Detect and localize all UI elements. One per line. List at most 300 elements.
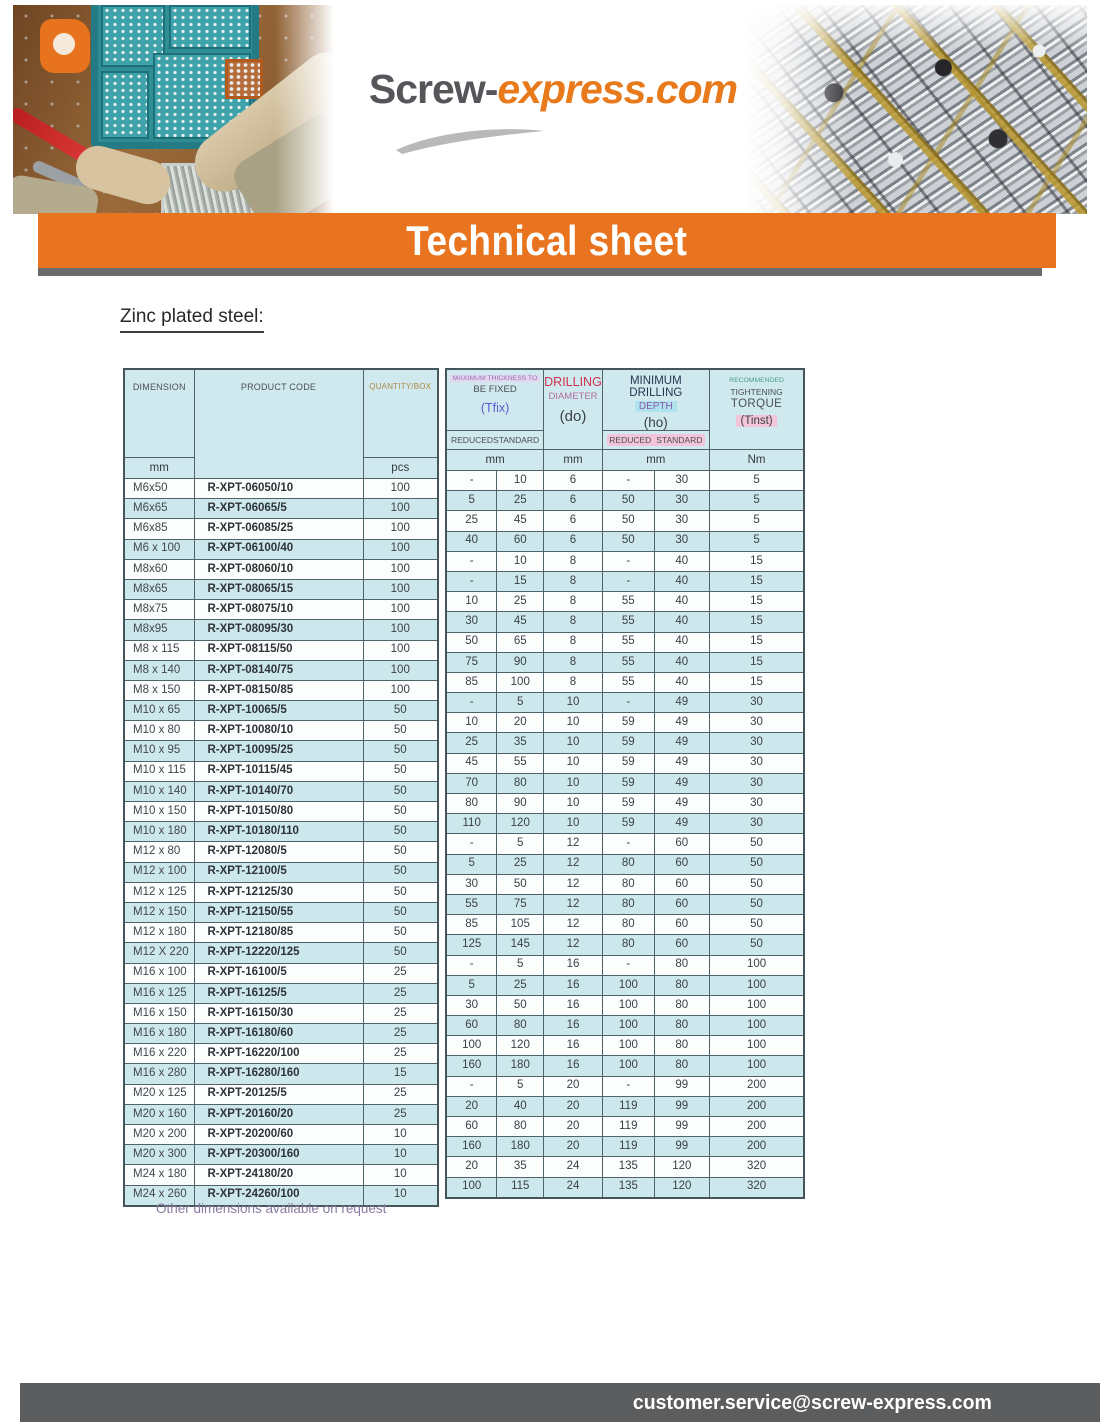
depth-reduced-cell: - [602, 834, 654, 854]
dimension-cell: M16 x 100 [124, 963, 194, 983]
tfix-reduced-cell: - [446, 471, 497, 491]
drilling-diameter-cell: 20 [544, 1076, 603, 1096]
section-title: Zinc plated steel: [120, 306, 264, 333]
col-header-min-drilling-depth [602, 369, 709, 431]
max-thickness-line2: BE FIXED [473, 384, 517, 395]
col-header-tightening-torque [709, 369, 804, 450]
quantity-cell: 100 [363, 640, 438, 660]
tfix-standard-cell: 50 [497, 874, 544, 894]
drilling-line2: DIAMETER [548, 391, 598, 402]
dimension-cell: M24 x 180 [124, 1165, 194, 1185]
torque-cell: 5 [709, 531, 804, 551]
dimension-cell: M20 x 200 [124, 1125, 194, 1145]
depth-standard-cell: 99 [654, 1076, 709, 1096]
tfix-reduced-cell: 20 [446, 1096, 497, 1116]
table-row [124, 1064, 438, 1084]
torque-cell: 30 [709, 753, 804, 773]
table-row [124, 1044, 438, 1064]
screws-pile-photo [745, 5, 1087, 214]
depth-standard-cell: 49 [654, 773, 709, 793]
tfix-standard-cell: 60 [497, 531, 544, 551]
quantity-cell: 100 [363, 479, 438, 499]
dimension-cell: M12 x 125 [124, 882, 194, 902]
product-code-cell: R-XPT-08060/10 [194, 559, 363, 579]
drilling-diameter-cell: 12 [544, 894, 603, 914]
quantity-cell: 50 [363, 923, 438, 943]
units-row [446, 450, 804, 471]
torque-cell: 30 [709, 794, 804, 814]
product-code-cell: R-XPT-10065/5 [194, 701, 363, 721]
table-row [446, 1177, 804, 1198]
table-row [124, 579, 438, 599]
col-header-max-thickness [446, 369, 544, 431]
drilling-diameter-cell: 16 [544, 955, 603, 975]
table-row [124, 519, 438, 539]
drilling-diameter-cell: 16 [544, 975, 603, 995]
torque-cell: 15 [709, 652, 804, 672]
depth-standard-cell: 60 [654, 915, 709, 935]
depth-reduced-cell: 59 [602, 773, 654, 793]
product-code-cell: R-XPT-12100/5 [194, 862, 363, 882]
tfix-reduced-cell: - [446, 955, 497, 975]
header-row [124, 369, 438, 458]
depth-reduced-cell: 59 [602, 794, 654, 814]
table-row [446, 733, 804, 753]
tfix-standard-cell: 45 [497, 612, 544, 632]
depth-standard-cell: 30 [654, 511, 709, 531]
tfix-standard-cell: 180 [497, 1056, 544, 1076]
quantity-cell: 25 [363, 1024, 438, 1044]
workbench-photo [13, 5, 339, 214]
tfix-reduced-cell: 75 [446, 652, 497, 672]
dimension-cell: M10 x 140 [124, 781, 194, 801]
depth-reduced-cell: 100 [602, 1056, 654, 1076]
product-code-cell: R-XPT-10115/45 [194, 761, 363, 781]
depth-reduced-cell: - [602, 693, 654, 713]
table-row [446, 1016, 804, 1036]
table-row [446, 955, 804, 975]
table-row [446, 491, 804, 511]
header-row [446, 369, 804, 431]
depth-reduced-cell: 100 [602, 975, 654, 995]
quantity-cell: 100 [363, 559, 438, 579]
torque-cell: 100 [709, 1056, 804, 1076]
torque-cell: 50 [709, 935, 804, 955]
table-row [446, 854, 804, 874]
depth-reduced-cell: 80 [602, 854, 654, 874]
depth-standard-cell: 120 [654, 1177, 709, 1198]
tfix-reduced-cell: 85 [446, 672, 497, 692]
depth-standard-cell: 30 [654, 471, 709, 491]
logo-text-express: express.com [497, 66, 738, 112]
dimension-cell: M8x65 [124, 579, 194, 599]
depth-reduced-cell: - [602, 551, 654, 571]
drilling-diameter-cell: 6 [544, 471, 603, 491]
table-row [124, 640, 438, 660]
drilling-diameter-cell: 12 [544, 874, 603, 894]
drilling-diameter-cell: 16 [544, 1056, 603, 1076]
tfix-reduced-cell: 70 [446, 773, 497, 793]
torque-cell: 320 [709, 1177, 804, 1198]
table-row [124, 1104, 438, 1124]
quantity-cell: 100 [363, 539, 438, 559]
table-row [124, 943, 438, 963]
unit-depth: mm [602, 450, 709, 471]
dimension-cell: M8x60 [124, 559, 194, 579]
table-row [124, 781, 438, 801]
torque-line3: TORQUE [730, 398, 783, 410]
quantity-cell: 10 [363, 1125, 438, 1145]
product-code-cell: R-XPT-08075/10 [194, 600, 363, 620]
product-code-cell: R-XPT-16220/100 [194, 1044, 363, 1064]
depth-reduced-cell: 119 [602, 1117, 654, 1137]
quantity-cell: 25 [363, 983, 438, 1003]
depth-standard-cell: 40 [654, 592, 709, 612]
depth-reduced-cell: 100 [602, 995, 654, 1015]
drilling-diameter-cell: 24 [544, 1177, 603, 1198]
drilling-diameter-cell: 10 [544, 713, 603, 733]
product-code-cell: R-XPT-06065/5 [194, 499, 363, 519]
quantity-cell: 100 [363, 600, 438, 620]
table-row [446, 1157, 804, 1177]
table-row [124, 620, 438, 640]
reduced-label: REDUCED [609, 435, 652, 445]
tfix-standard-cell: 55 [497, 753, 544, 773]
quantity-cell: 25 [363, 1084, 438, 1104]
product-code-cell: R-XPT-20300/160 [194, 1145, 363, 1165]
tfix-standard-cell: 25 [497, 491, 544, 511]
spec-table-left [123, 368, 439, 1207]
table-row [124, 1084, 438, 1104]
tfix-standard-cell: 75 [497, 894, 544, 914]
table-row [124, 701, 438, 721]
tfix-reduced-cell: 160 [446, 1137, 497, 1157]
torque-cell: 50 [709, 834, 804, 854]
depth-standard-cell: 120 [654, 1157, 709, 1177]
depth-standard-cell: 49 [654, 794, 709, 814]
depth-standard-cell: 49 [654, 713, 709, 733]
product-code-cell: R-XPT-08115/50 [194, 640, 363, 660]
table-row [124, 1024, 438, 1044]
tfix-standard-cell: 10 [497, 551, 544, 571]
torque-cell: 30 [709, 814, 804, 834]
dimension-cell: M16 x 180 [124, 1024, 194, 1044]
quantity-cell: 100 [363, 620, 438, 640]
tfix-reduced-cell: 125 [446, 935, 497, 955]
product-code-cell: R-XPT-20160/20 [194, 1104, 363, 1124]
depth-standard-cell: 99 [654, 1096, 709, 1116]
torque-cell: 30 [709, 693, 804, 713]
depth-standard-cell: 60 [654, 935, 709, 955]
table-row [446, 551, 804, 571]
table-row [124, 660, 438, 680]
depth-standard-cell: 80 [654, 1016, 709, 1036]
table-row [446, 1056, 804, 1076]
tfix-reduced-cell: 160 [446, 1056, 497, 1076]
torque-symbol: (Tinst) [736, 415, 776, 427]
drilling-diameter-cell: 10 [544, 733, 603, 753]
table-row [446, 471, 804, 491]
dimension-cell: M16 x 125 [124, 983, 194, 1003]
table-row [124, 741, 438, 761]
torque-cell: 200 [709, 1076, 804, 1096]
quantity-cell: 50 [363, 781, 438, 801]
depth-standard-cell: 60 [654, 874, 709, 894]
torque-cell: 100 [709, 975, 804, 995]
dimension-cell: M20 x 160 [124, 1104, 194, 1124]
product-code-cell: R-XPT-10150/80 [194, 802, 363, 822]
depth-reduced-cell: 55 [602, 592, 654, 612]
table-row [124, 761, 438, 781]
torque-cell: 50 [709, 894, 804, 914]
product-code-cell: R-XPT-16100/5 [194, 963, 363, 983]
depth-reduced-cell: 55 [602, 672, 654, 692]
torque-cell: 50 [709, 915, 804, 935]
table-row [446, 672, 804, 692]
logo-swoosh [390, 124, 550, 156]
table-row [446, 773, 804, 793]
quantity-cell: 25 [363, 1003, 438, 1023]
tfix-reduced-cell: 25 [446, 733, 497, 753]
torque-cell: 15 [709, 632, 804, 652]
footer-bar [20, 1383, 1100, 1422]
table-row [124, 983, 438, 1003]
tfix-standard-cell: 180 [497, 1137, 544, 1157]
table-row [124, 539, 438, 559]
table-row [446, 874, 804, 894]
depth-reduced-cell: 50 [602, 491, 654, 511]
quantity-cell: 50 [363, 902, 438, 922]
quantity-cell: 100 [363, 660, 438, 680]
brand-logo [346, 66, 760, 113]
depth-reduced-cell: 135 [602, 1177, 654, 1198]
table-row [446, 571, 804, 591]
quantity-cell: 10 [363, 1185, 438, 1206]
product-code-cell: R-XPT-20125/5 [194, 1084, 363, 1104]
depth-standard-cell: 99 [654, 1137, 709, 1157]
product-code-cell: R-XPT-12150/55 [194, 902, 363, 922]
tfix-standard-cell: 105 [497, 915, 544, 935]
tfix-reduced-cell: 110 [446, 814, 497, 834]
table-row [124, 1003, 438, 1023]
dimension-cell: M20 x 300 [124, 1145, 194, 1165]
drilling-diameter-cell: 6 [544, 511, 603, 531]
unit-quantity: pcs [363, 458, 438, 479]
tfix-standard-cell: 80 [497, 1117, 544, 1137]
depth-standard-cell: 80 [654, 955, 709, 975]
tfix-reduced-cell: 5 [446, 975, 497, 995]
tfix-reduced-cell: - [446, 1076, 497, 1096]
tfix-standard-cell: 25 [497, 592, 544, 612]
dimension-cell: M6 x 100 [124, 539, 194, 559]
product-code-cell: R-XPT-24260/100 [194, 1185, 363, 1206]
product-code-cell: R-XPT-10095/25 [194, 741, 363, 761]
torque-cell: 50 [709, 874, 804, 894]
quantity-cell: 100 [363, 499, 438, 519]
tfix-standard-cell: 65 [497, 632, 544, 652]
col-header-drilling-diameter [544, 369, 603, 450]
depth-standard-cell: 49 [654, 733, 709, 753]
quantity-cell: 50 [363, 882, 438, 902]
depth-reduced-cell: 80 [602, 894, 654, 914]
tfix-reduced-cell: 30 [446, 612, 497, 632]
unit-tfix: mm [446, 450, 544, 471]
table-row [446, 693, 804, 713]
drilling-diameter-cell: 8 [544, 551, 603, 571]
drilling-diameter-cell: 20 [544, 1137, 603, 1157]
product-code-cell: R-XPT-24180/20 [194, 1165, 363, 1185]
availability-note: Other dimensions available on request [156, 1201, 387, 1216]
tfix-reduced-cell: 5 [446, 491, 497, 511]
dimension-cell: M8 x 115 [124, 640, 194, 660]
dimension-cell: M12 x 100 [124, 862, 194, 882]
table-row [446, 894, 804, 914]
tfix-reduced-cell: 85 [446, 915, 497, 935]
torque-cell: 200 [709, 1096, 804, 1116]
quantity-cell: 50 [363, 802, 438, 822]
torque-cell: 100 [709, 1016, 804, 1036]
drilling-diameter-cell: 16 [544, 1016, 603, 1036]
quantity-cell: 50 [363, 701, 438, 721]
spec-tables-wrapper [123, 368, 805, 1207]
table-row [124, 802, 438, 822]
tfix-reduced-cell: 20 [446, 1157, 497, 1177]
tfix-standard-cell: 115 [497, 1177, 544, 1198]
drilling-diameter-cell: 16 [544, 995, 603, 1015]
quantity-cell: 100 [363, 680, 438, 700]
depth-reduced-cell: 135 [602, 1157, 654, 1177]
dimension-cell: M20 x 125 [124, 1084, 194, 1104]
tfix-standard-cell: 80 [497, 773, 544, 793]
depth-standard-cell: 80 [654, 1056, 709, 1076]
tfix-standard-cell: 120 [497, 814, 544, 834]
depth-line1: MINIMUM DRILLING [629, 375, 683, 399]
torque-cell: 100 [709, 1036, 804, 1056]
product-code-cell: R-XPT-06050/10 [194, 479, 363, 499]
col-header-quantity-box: QUANTITY/BOX [363, 369, 438, 458]
torque-cell: 15 [709, 612, 804, 632]
tfix-reduced-cell: 60 [446, 1016, 497, 1036]
table-row [124, 842, 438, 862]
torque-cell: 15 [709, 571, 804, 591]
table-row [446, 612, 804, 632]
table-row [446, 1137, 804, 1157]
col-header-product-code: PRODUCT CODE [194, 369, 363, 479]
page-title: Technical sheet [406, 216, 688, 264]
tfix-standard-cell: 80 [497, 1016, 544, 1036]
product-code-cell: R-XPT-10080/10 [194, 721, 363, 741]
table-row [124, 902, 438, 922]
product-code-cell: R-XPT-12220/125 [194, 943, 363, 963]
torque-cell: 200 [709, 1117, 804, 1137]
quantity-cell: 100 [363, 519, 438, 539]
depth-standard-cell: 30 [654, 491, 709, 511]
tfix-reduced-cell: 80 [446, 794, 497, 814]
reduced-label: REDUCED [451, 435, 494, 445]
table-row [446, 652, 804, 672]
logo-text-screw: Screw- [368, 66, 498, 112]
product-code-cell: R-XPT-20200/60 [194, 1125, 363, 1145]
table-row [446, 592, 804, 612]
tfix-reduced-cell: - [446, 551, 497, 571]
dimension-cell: M10 x 80 [124, 721, 194, 741]
table-row [446, 753, 804, 773]
tfix-standard-cell: 20 [497, 713, 544, 733]
depth-line2: DEPTH [635, 401, 677, 412]
dimension-cell: M12 x 80 [124, 842, 194, 862]
drilling-line1: DRILLING [544, 375, 602, 389]
table-row [446, 632, 804, 652]
torque-cell: 30 [709, 733, 804, 753]
table-row [124, 1125, 438, 1145]
max-thickness-symbol: (Tfix) [480, 401, 510, 415]
quantity-cell: 50 [363, 862, 438, 882]
torque-cell: 5 [709, 471, 804, 491]
depth-standard-cell: 40 [654, 672, 709, 692]
depth-reduced-cell: - [602, 471, 654, 491]
dimension-cell: M12 x 180 [124, 923, 194, 943]
depth-reduced-cell: - [602, 571, 654, 591]
torque-line1: RECOMMENDED [729, 377, 784, 384]
depth-reduced-cell: 80 [602, 935, 654, 955]
drilling-diameter-cell: 12 [544, 854, 603, 874]
banner-shadow-bar [38, 268, 1042, 276]
customer-service-email[interactable]: customer.service@screw-express.com [633, 1391, 992, 1414]
product-code-cell: R-XPT-12180/85 [194, 923, 363, 943]
dimension-cell: M10 x 115 [124, 761, 194, 781]
drilling-diameter-cell: 12 [544, 935, 603, 955]
depth-standard-cell: 40 [654, 652, 709, 672]
table-row [124, 862, 438, 882]
product-code-cell: R-XPT-06100/40 [194, 539, 363, 559]
unit-drilling: mm [544, 450, 603, 471]
tfix-reduced-cell: 30 [446, 874, 497, 894]
depth-standard-cell: 49 [654, 814, 709, 834]
spec-table-right [445, 368, 805, 1199]
small-parts-box-shape [225, 59, 263, 99]
dimension-cell: M24 x 260 [124, 1185, 194, 1206]
torque-cell: 5 [709, 491, 804, 511]
tfix-standard-cell: 5 [497, 693, 544, 713]
tfix-standard-cell: 120 [497, 1036, 544, 1056]
box-compartment [169, 5, 251, 49]
depth-standard-cell: 60 [654, 854, 709, 874]
drilling-diameter-cell: 12 [544, 915, 603, 935]
dimension-cell: M8x95 [124, 620, 194, 640]
tfix-standard-cell: 5 [497, 834, 544, 854]
drilling-diameter-cell: 10 [544, 773, 603, 793]
tfix-standard-cell: 90 [497, 652, 544, 672]
quantity-cell: 100 [363, 579, 438, 599]
depth-standard-cell: 60 [654, 894, 709, 914]
drilling-diameter-cell: 20 [544, 1096, 603, 1116]
drilling-diameter-cell: 8 [544, 571, 603, 591]
table-row [446, 935, 804, 955]
table-row [446, 531, 804, 551]
depth-reduced-cell: 55 [602, 632, 654, 652]
dimension-cell: M10 x 180 [124, 822, 194, 842]
depth-standard-cell: 99 [654, 1117, 709, 1137]
depth-reduced-cell: 59 [602, 753, 654, 773]
torque-line2: TIGHTENING [730, 387, 783, 397]
quantity-cell: 50 [363, 822, 438, 842]
depth-reduced-cell: 100 [602, 1036, 654, 1056]
drilling-diameter-cell: 10 [544, 693, 603, 713]
depth-reduced-cell: 80 [602, 874, 654, 894]
table-row [124, 721, 438, 741]
drilling-diameter-cell: 8 [544, 612, 603, 632]
torque-cell: 15 [709, 592, 804, 612]
